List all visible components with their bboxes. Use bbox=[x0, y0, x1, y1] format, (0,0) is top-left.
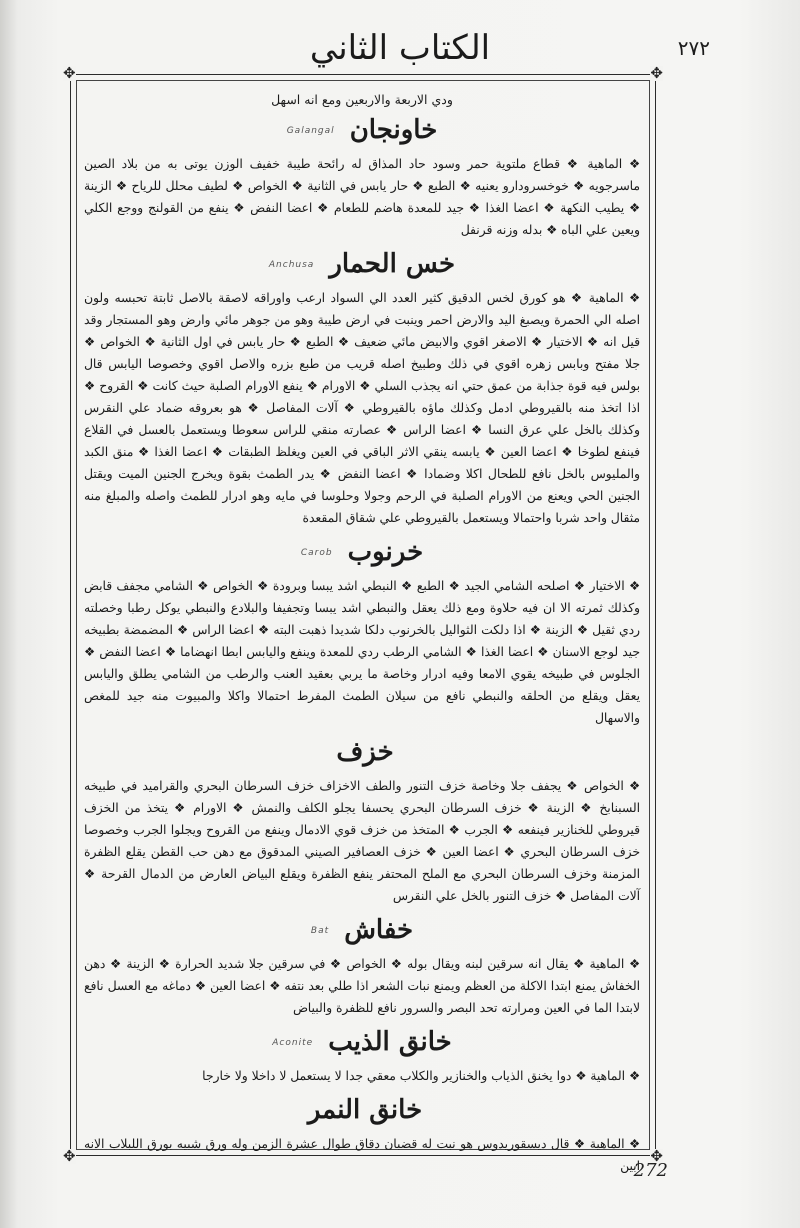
entry-khuffash bbox=[84, 915, 640, 1019]
ornament-corner-icon: ✥ bbox=[63, 64, 76, 82]
entry-text: ❖ الخواص ❖ يجفف جلا وخاصة خزف التنور والطف الاخزاف خزف السرطان البحري والقراميد في طبيخه السبنابخ ❖ الزينة ❖ خزف السرطان البحري يحسفا يجلو الكلف والنمش ❖ الاورام ❖ يتخذ من الخزف قيروطي للخنازير فينفعه ❖ الجرب ❖ المتخذ من خزف قوي الادمال وينفع من القروح ويجلوا الجرب وخصوصا خزف السرطان البحري ❖ اعضا العين ❖ خزف العصافير الصيني المدقوق مع دهن حب القطن يقلع الظفرة المزمنة وخزف السرطان البحري مع الملح المحتفر ينفع الظفرة ويقلع البياض العارض من الدمال القرحة ❖ آلات المفاصل ❖ خزف التنور بالخل علي النقرس bbox=[84, 779, 640, 903]
entry-title: خس الحمار bbox=[329, 249, 456, 279]
entry-heading bbox=[84, 1027, 640, 1057]
entry-title: خفاش bbox=[344, 915, 414, 945]
marginal-note: Bat bbox=[310, 926, 330, 936]
main-text bbox=[84, 88, 640, 1173]
book-title: الكتاب الثاني bbox=[309, 28, 491, 68]
entry-kharnub bbox=[84, 537, 640, 729]
ornament-corner-icon: ✥ bbox=[650, 64, 663, 82]
entry-text: ❖ الاختيار ❖ اصلحه الشامي الجيد ❖ الطبع ❖ النبطي اشد يبسا وبرودة ❖ الخواص ❖ الشامي مجفف قابض وكذلك ثمرته الا ان فيه حلاوة ومع ذلك يعقل والنبطي اشد يبسا وتجفيفا والبلادع والنبطي يوكل رطبا وخصلته ردي ثقيل ❖ الزينة ❖ اذا دلكت الثواليل بالخرنوب دلكا شديدا ذهبت البته ❖ اعضا الراس ❖ المضمضة بطبيخه جيد لوجع الاسنان ❖ اعضا الغذا ❖ الشامي الرطب ردي للمعدة وينفع واليابس ابطا انهضاما ❖ اعضا النفض ❖ الجلوس في طبيخه يقوي الامعا وفيه ادرار وخاصة ما يربي بعقيد العنب والرطب من الشامي يطلق واليابس يعقل ويقلع من الحلقه والنبطي نافع من سيلان الطمث المفرط احتمالا واكلا والمبيوت منه جيد للمغص والاسهال bbox=[84, 579, 640, 725]
running-head bbox=[70, 22, 730, 72]
entry-heading bbox=[84, 915, 640, 945]
entry-title: خانق النمر bbox=[307, 1095, 423, 1125]
ornament-corner-icon: ✥ bbox=[63, 1147, 76, 1165]
page-number-bottom: 272 bbox=[633, 1160, 668, 1181]
entry-heading bbox=[84, 249, 640, 279]
entry-title: خزف bbox=[336, 737, 394, 767]
entry-heading bbox=[84, 115, 640, 145]
entry-text: ❖ الماهية ❖ قال ديسقوريدوس هو نبت له قضبان دقاق طوال عشرة الزمن وله ورق شبيه بورق اللبلاب الانه ابين bbox=[84, 1137, 640, 1173]
entry-text: ❖ الماهية ❖ قطاع ملتوية حمر وسود حاد المذاق له رائحة طيبة خفيف الوزن يوتى به من بلاد الصين ماسرجويه ❖ خوخسرودارو يعنيه ❖ الطبع ❖ حار يابس في الثانية ❖ الخواص ❖ لطيف محلل للرياح ❖ الزينة ❖ يطيب النكهة ❖ اعضا الغذا ❖ جيد للمعدة هاضم للطعام ❖ اعضا النفض ❖ ينفع من القولنج ووجع الكلي ويعين علي الباه ❖ بدله وزنه قرنفل bbox=[84, 157, 640, 237]
entry-heading bbox=[84, 737, 640, 767]
marginal-note: Carob bbox=[300, 548, 333, 558]
entry-text: ❖ الماهية ❖ هو كورق لخس الدقيق كثير العدد الي السواد ارعب واوراقه لاصقة بالاصل ثابتة تحبسه ولون اصله الي الحمرة ويصبغ اليد والارض احمر وينبت في ارض طيبة وهو من جوهر مائي وارض وهو المستجار وقد قيل انه ❖ الاختيار ❖ الاصغر اقوي والابيض مائي ضعيف ❖ الطبع ❖ حار يابس في اول الثانية ❖ الخواص ❖ جلا مفتح وبابس زهره اقوي في ذلك وطبيخ اصله قريب من طبع بزره والاصل اقوي وخصوصا اليابس قال بولس فيه قوة جذابة من عمق حتي انه يجذب السلي ❖ الاورام ❖ ينفع الاورام الصلبة حيث كانت ❖ القروح ❖ اذا اتخذ منه بالقيروطي ادمل وكذلك ماؤه بالقيروطي ❖ آلات المفاصل ❖ هو بعروقه ضماد علي النقرس وكذلك بالخل علي عرق النسا ❖ اعضا الراس ❖ عصارته منقي للراس سعوطا ويستعمل بالعسل في القلاع فينفع لطوخا ❖ اعضا العين ❖ يابسه ينقي الاثر الباقي في العين ويغلظ الطبقات ❖ اعضا الغذا ❖ منق الكبد والمليوس بالخل نافع للطحال اكلا وضمادا ❖ اعضا النفض ❖ يدر الطمث بقوة ويخرج الجنين الميت ويقتل الجنين الحي ويعنع من الاورام الصلبة في الرحم وجولا وحلوسا في مايه وهو ادرار للطمث واصله والمبلغ منه مثقال واحد شربا واحتمالا ويستعمل بالقيروطي علي شقاق المقعدة bbox=[84, 291, 640, 525]
page-number-top: ٢٧٢ bbox=[677, 36, 710, 60]
previous-entry-end: ودي الاربعة والاربعين ومع انه اسهل bbox=[271, 92, 453, 107]
ornament-corner-icon: ✥ bbox=[650, 1147, 663, 1165]
marginal-note: Aconite bbox=[272, 1038, 314, 1048]
entry-heading bbox=[84, 1095, 640, 1125]
entry-khaniq-al-nimr bbox=[84, 1095, 640, 1177]
entry-text: ❖ الماهية ❖ دوا يخنق الذياب والخنازير والكلاب معقي جدا لا يستعمل لا داخلا ولا خارجا bbox=[202, 1069, 640, 1083]
marginal-note: Galangal bbox=[286, 126, 335, 136]
entry-title: خانق الذيب bbox=[328, 1027, 452, 1057]
entry-heading bbox=[84, 537, 640, 567]
entry-khazaf bbox=[84, 737, 640, 907]
entry-text: ❖ الماهية ❖ يقال انه سرقين لبنه ويقال بوله ❖ الخواص ❖ في سرقين جلا شديد الحرارة ❖ الزينة ❖ دهن الخفاش يمنع ابتدا الاكلة من العظم ويمنع نبات الشعر اذا طلي بعد نتفه ❖ اعضا العين ❖ دماغه مع العسل نافع لابتدا الما في العين ومرارته تحد البصر والسرور نافع للظفرة والبياض bbox=[84, 957, 640, 1015]
entry-khas-al-himar bbox=[84, 249, 640, 529]
entry-khaniq-al-dhib bbox=[84, 1027, 640, 1087]
entry-khawanjan bbox=[84, 115, 640, 241]
entry-title: خرنوب bbox=[347, 537, 424, 567]
marginal-note: Anchusa bbox=[268, 260, 315, 270]
entry-title: خاونجان bbox=[349, 115, 438, 145]
